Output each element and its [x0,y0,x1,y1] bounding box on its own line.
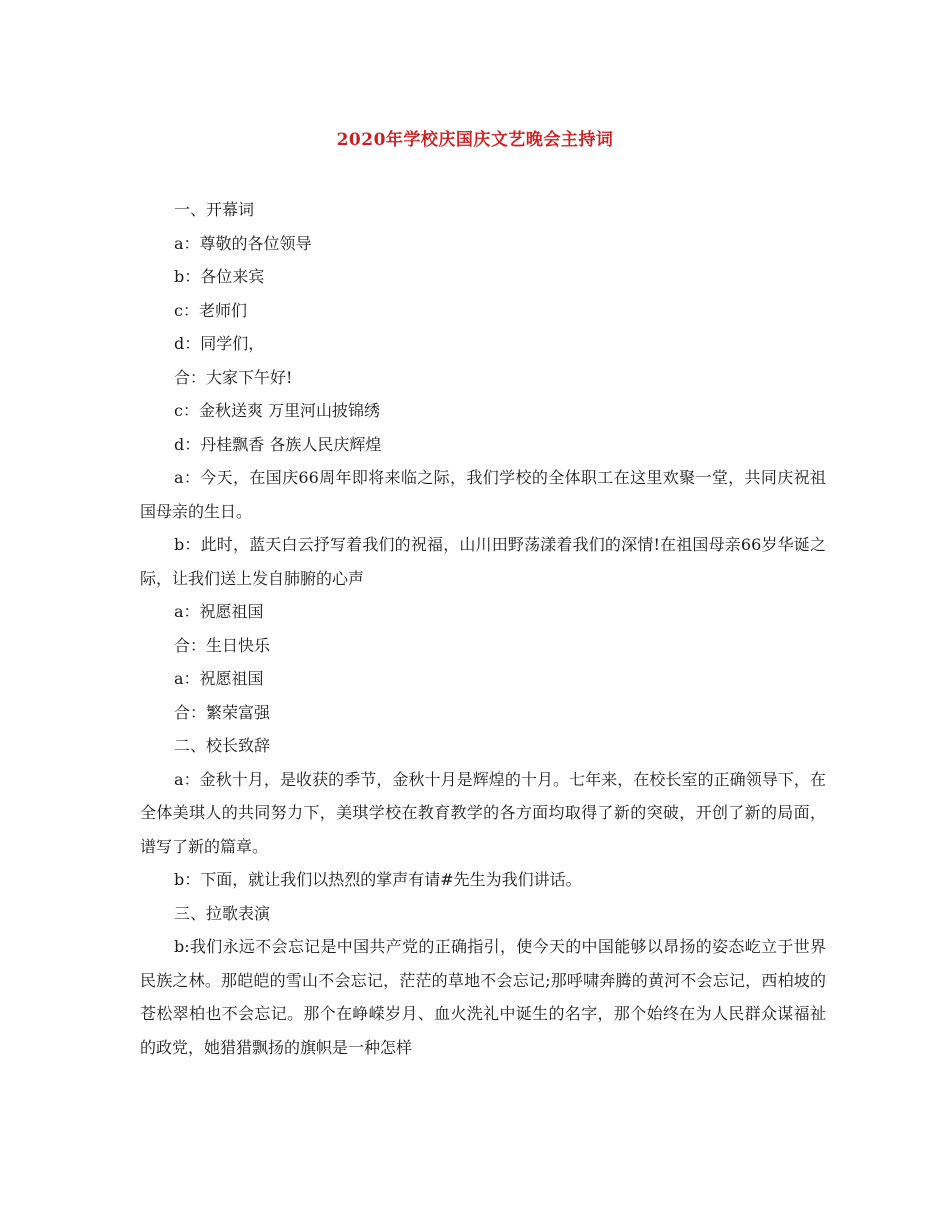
script-line: a：金秋十月，是收获的季节，金秋十月是辉煌的十月。七年来，在校长室的正确领导下，在全体美琪人的共同努力下，美琪学校在教育教学的各方面均取得了新的突破，开创了新的局面，谱写了新的篇章。 [140,769,826,856]
script-line: a：祝愿祖国 [174,669,264,688]
script-line: c：老师们 [174,300,247,320]
script-line: a：今天，在国庆66周年即将来临之际，我们学校的全体职工在这里欢聚一堂，共同庆祝祖国母亲的生日。 [140,468,826,521]
script-line: b：此时，蓝天白云抒写着我们的祝福，山川田野荡漾着我们的深情!在祖国母亲66岁华诞之际，让我们送上发自肺腑的心声 [140,535,826,588]
script-line: 合：繁荣富强 [174,702,271,722]
script-line: a：尊敬的各位领导 [174,233,312,253]
script-line: 合：大家下午好! [174,367,293,387]
document-body [140,193,826,1064]
section-heading-principal-speech: 二、校长致辞 [174,736,271,755]
document-title: 2020年学校庆国庆文艺晚会主持词 [336,130,614,150]
script-line: b：各位来宾 [174,267,265,286]
script-line: b:我们永远不会忘记是中国共产党的正确指引，使今天的中国能够以昂扬的姿态屹立于世界民族之林。那皑皑的雪山不会忘记，茫茫的草地不会忘记;那呼啸奔腾的黄河不会忘记，西柏坡的苍松翠柏也不会忘记。那个在峥嵘岁月、血火洗礼中诞生的名字，那个始终在为人民群众谋福祉的政党，她猎猎飘扬的旗帜是一种怎样 [140,937,826,1057]
script-line: a：祝愿祖国 [174,602,264,621]
script-line: d：同学们， [174,334,265,353]
script-line: 合：生日快乐 [174,635,271,655]
script-line: d：丹桂飘香 各族人民庆辉煌 [174,434,382,454]
section-heading-song-performance: 三、拉歌表演 [174,903,271,923]
section-heading-opening: 一、开幕词 [174,200,255,219]
script-line: c：金秋送爽 万里河山披锦绣 [174,401,381,420]
script-line: b：下面，就让我们以热烈的掌声有请#先生为我们讲话。 [174,870,582,889]
